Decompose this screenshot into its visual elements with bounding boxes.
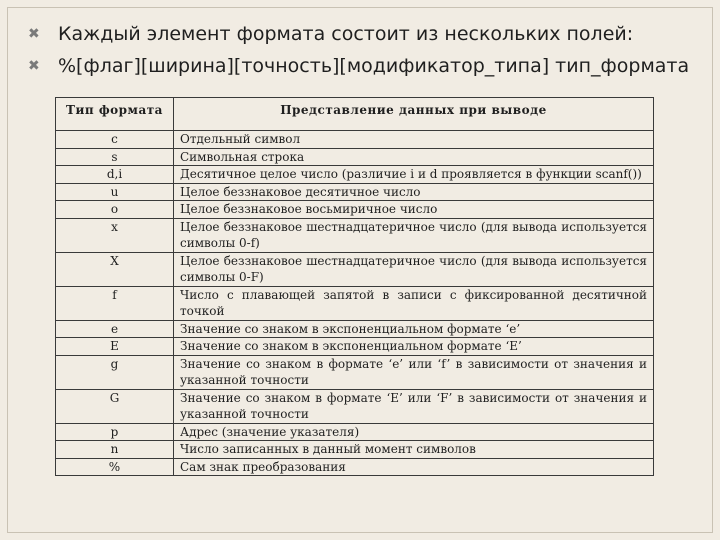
format-description-cell: Значение со знаком в экспоненциальном формате ‘e’ — [174, 320, 654, 338]
format-type-cell: u — [56, 183, 174, 201]
format-description-cell: Символьная строка — [174, 148, 654, 166]
table-row — [56, 355, 654, 389]
bullet-text: %[флаг][ширина][точность][модификатор_типа] тип_формата — [58, 55, 690, 77]
bullet-text: Каждый элемент формата состоит из нескольких полей: — [58, 23, 634, 45]
table-row — [56, 218, 654, 252]
table-row — [56, 423, 654, 441]
table-body — [56, 131, 654, 476]
format-description-cell: Целое беззнаковое шестнадцатеричное число (для вывода используется символы 0-f) — [174, 218, 654, 252]
format-type-cell: o — [56, 201, 174, 219]
x-bullet-icon: ✖ — [28, 58, 40, 74]
table-row — [56, 148, 654, 166]
format-description-cell: Целое беззнаковое восьмиричное число — [174, 201, 654, 219]
format-description-cell: Десятичное целое число (различие i и d проявляется в функции scanf()) — [174, 166, 654, 184]
format-type-cell: d,i — [56, 166, 174, 184]
table-row — [56, 320, 654, 338]
table-row — [56, 441, 654, 459]
format-description-cell: Отдельный символ — [174, 131, 654, 149]
format-type-cell: X — [56, 252, 174, 286]
table-row — [56, 166, 654, 184]
format-description-cell: Адрес (значение указателя) — [174, 423, 654, 441]
table-row — [56, 458, 654, 476]
table-row — [56, 338, 654, 356]
table-row — [56, 131, 654, 149]
header-output-representation: Представление данных при выводе — [174, 98, 654, 131]
format-description-cell: Значение со знаком в формате ‘E’ или ‘F’ в зависимости от значения и указанной точности — [174, 389, 654, 423]
format-type-cell: e — [56, 320, 174, 338]
bullet-item — [24, 18, 704, 50]
format-type-cell: G — [56, 389, 174, 423]
format-description-cell: Число записанных в данный момент символов — [174, 441, 654, 459]
table-row — [56, 183, 654, 201]
bullet-list — [24, 18, 704, 82]
format-type-cell: c — [56, 131, 174, 149]
bullet-item — [24, 50, 704, 82]
format-type-cell: % — [56, 458, 174, 476]
format-type-cell: x — [56, 218, 174, 252]
table-header-row — [56, 98, 654, 131]
format-type-cell: E — [56, 338, 174, 356]
format-description-cell: Сам знак преобразования — [174, 458, 654, 476]
format-type-cell: p — [56, 423, 174, 441]
table-row — [56, 389, 654, 423]
table-row — [56, 201, 654, 219]
format-description-cell: Целое беззнаковое шестнадцатеричное число (для вывода используется символы 0-F) — [174, 252, 654, 286]
format-type-cell: n — [56, 441, 174, 459]
format-type-cell: f — [56, 286, 174, 320]
table-row — [56, 252, 654, 286]
format-description-cell: Значение со знаком в формате ‘e’ или ‘f’ в зависимости от значения и указанной точности — [174, 355, 654, 389]
format-description-cell: Число с плавающей запятой в записи с фиксированной десятичной точкой — [174, 286, 654, 320]
format-description-cell: Значение со знаком в экспоненциальном формате ‘E’ — [174, 338, 654, 356]
header-format-type: Тип формата — [56, 98, 174, 131]
x-bullet-icon: ✖ — [28, 26, 40, 42]
format-type-cell: s — [56, 148, 174, 166]
format-description-cell: Целое беззнаковое десятичное число — [174, 183, 654, 201]
format-table — [55, 97, 654, 476]
format-type-cell: g — [56, 355, 174, 389]
table-row — [56, 286, 654, 320]
